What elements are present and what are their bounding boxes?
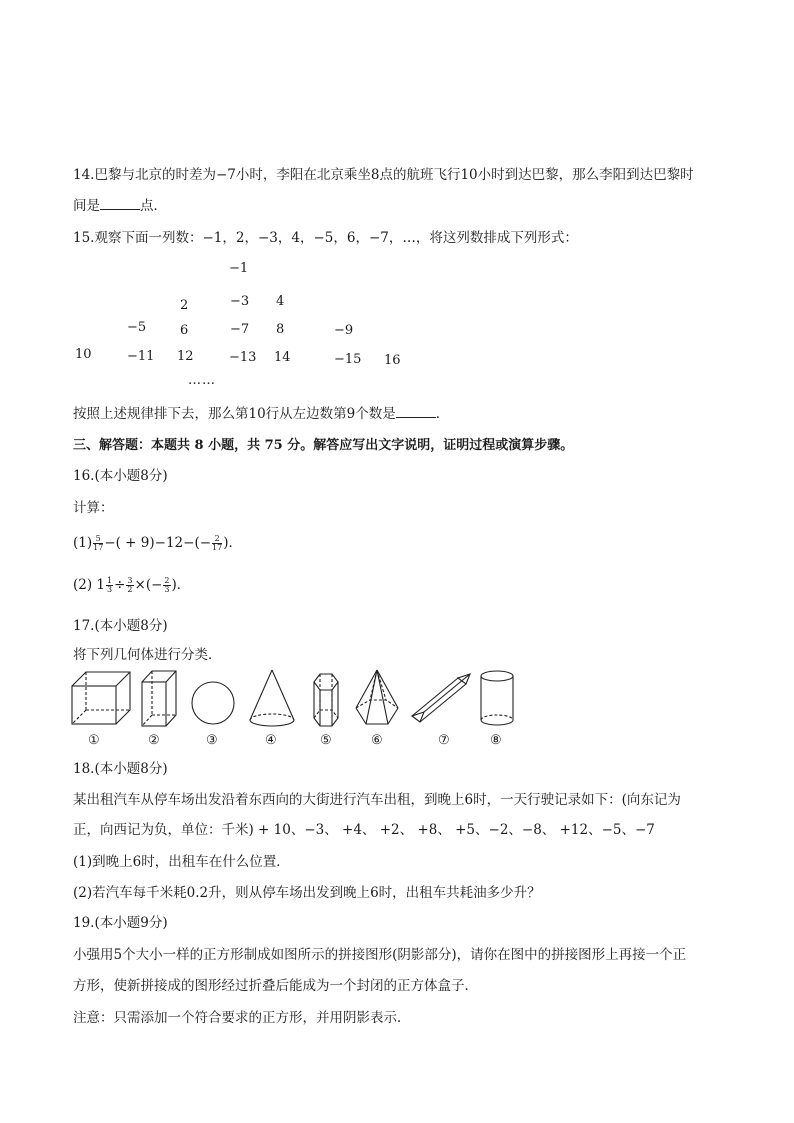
solid-label: ⑦ [438,733,450,748]
solid-label: ③ [206,733,218,748]
triangle-cell: 6 [180,323,189,338]
q19-line1: 小强用5个大小一样的正方形制成如图所示的拼接图形(阴影部分)，请你在图中的拼接图形上再接一个正 [73,947,687,963]
solid-label: ① [88,733,100,748]
cone-shape [250,670,294,726]
triangle-cell: 12 [177,349,194,364]
q16-p1-middle: −( + 9)−12−(− [104,535,212,551]
triangle-cell: 8 [276,322,285,337]
sphere-shape [192,682,234,724]
q16-p1-suffix: )． [223,535,242,551]
fraction [126,577,133,594]
cuboid-shape [142,671,176,726]
fraction [163,577,170,594]
fraction [212,535,222,552]
q16-p2-op1: ÷ [114,577,126,593]
q18-part2: (2)若汽车每千米耗0.2升，则从停车场出发到晚上6时，出租车共耗油多少升？ [73,885,541,901]
solid-label: ⑤ [320,733,332,748]
q16-problem-1 [73,534,242,552]
q14-line2 [73,197,167,215]
fraction-denominator: 3 [164,585,170,594]
q17-title: 17.(本小题8分) [73,618,168,634]
q16-p2-op2: ×(− [134,577,163,593]
fraction-denominator: 2 [127,585,133,594]
q18-title: 18.(本小题8分) [73,761,168,777]
q19-line2: 方形，使新拼接成的图形经过折叠后能成为一个封闭的正方体盒子． [73,978,478,994]
q18-line2: 正，向西记为负，单位：千米) + 10、−3、 +4、 +2、 +8、 +5、−2、−8、 +12、−5、−7 [73,822,655,838]
cube-shape [72,672,130,724]
q16-title: 16.(本小题8分) [73,468,168,484]
fraction [106,577,113,594]
triangle-cell: 4 [276,294,285,309]
q14-line2-post: 点． [140,198,167,214]
triangle-cell: −15 [334,352,362,367]
q18-line1: 某出租汽车从停车场出发沿着东西向的大街进行汽车出租，到晚上6时，一天行驶记录如下：(向东记为 [73,792,681,808]
fraction-numerator: 2 [164,576,170,585]
triangle-cell: −13 [229,350,257,365]
q16-p1-prefix: (1) [73,535,93,551]
geometric-solids-figure [70,668,530,732]
q15-ask [73,405,449,423]
fraction-denominator: 17 [93,543,104,552]
q16-intro: 计算： [73,500,114,516]
q14-answer-blank [100,197,140,210]
fraction-denominator: 3 [107,585,113,594]
triangle-ellipsis: …… [188,373,216,388]
triangle-cell: −7 [230,322,250,337]
triangle-cell: −9 [334,323,354,338]
q14-line1: 14.巴黎与北京的时差为−7小时，李阳在北京乘坐8点的航班飞行10小时到达巴黎，那么李阳到达巴黎时 [73,167,694,183]
q19-title: 19.(本小题9分) [73,915,168,931]
solid-label: ④ [265,733,277,748]
q16-p2-prefix: (2) 1 [73,577,106,593]
solid-label: ⑥ [371,733,383,748]
triangle-cell: −1 [229,261,249,276]
hexagonal-prism-shape [314,674,338,726]
q15-line1: 15.观察下面一列数：−1，2，−3，4，−5，6，−7，…，将这列数排成下列形式： [73,230,578,246]
q16-problem-2 [73,576,190,594]
fraction [93,535,103,552]
triangular-prism-shape [412,674,470,722]
triangle-cell: 16 [384,353,401,368]
q19-note: 注意：只需添加一个符合要求的正方形，并用阴影表示． [73,1010,411,1026]
solid-label: ② [148,733,160,748]
triangle-cell: −3 [230,294,250,309]
fraction-numerator: 2 [212,535,222,544]
fraction-denominator: 17 [212,543,223,552]
fraction-numerator: 3 [127,576,133,585]
q14-line2-pre: 间是 [73,198,100,214]
triangle-cell: 10 [75,347,92,362]
fraction-numerator: 5 [93,535,103,544]
q16-p2-suffix: )． [171,577,191,593]
triangle-cell: −11 [127,349,155,364]
solid-label: ⑧ [490,733,502,748]
section3-heading: 三、解答题：本题共 8 小题，共 75 分。解答应写出文字说明，证明过程或演算步骤。 [73,438,574,453]
q17-intro: 将下列几何体进行分类． [73,647,222,663]
triangle-cell: 14 [274,350,291,365]
cylinder-shape [481,671,513,725]
q18-part1: (1)到晚上6时，出租车在什么位置． [73,854,290,870]
q15-answer-blank [396,405,436,418]
pyramid-shape [356,670,398,724]
fraction-numerator: 1 [107,576,113,585]
q15-ask-post: ． [435,406,450,422]
q15-ask-pre: 按照上述规律排下去，那么第10行从左边数第9个数是 [73,406,396,422]
triangle-cell: 2 [180,298,189,313]
triangle-cell: −5 [127,320,147,335]
